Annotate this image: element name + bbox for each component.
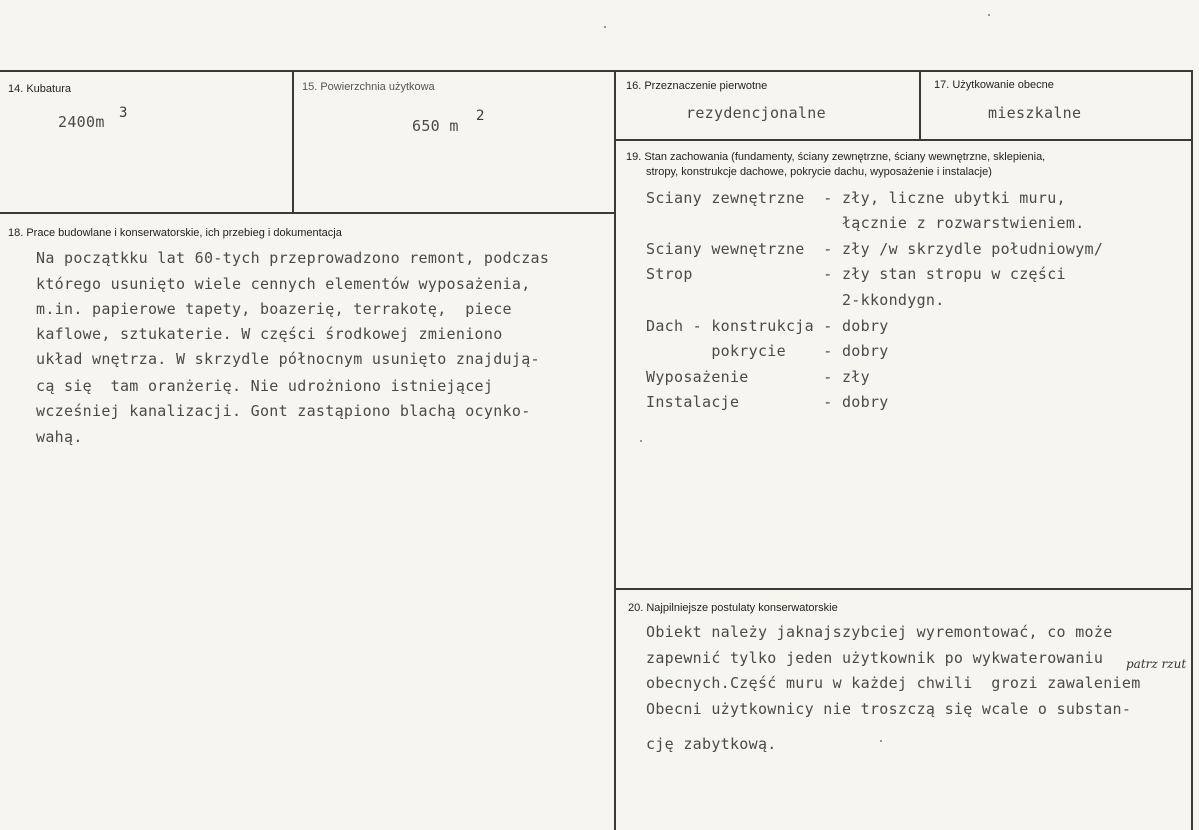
- scan-speck: [640, 440, 642, 442]
- field-15-label: 15. Powierzchnia użytkowa: [302, 81, 435, 93]
- field-19-line: Strop - zły stan stropu w części: [646, 265, 1066, 283]
- field-18-line: Na początkku lat 60-tych przeprowadzono remont, podczas: [36, 249, 550, 267]
- field-18-line: którego usunięto wiele cennych elementów wyposażenia,: [36, 275, 531, 293]
- field-20-line: Obecni użytkownicy nie troszczą się wcale o substan-: [646, 700, 1132, 718]
- field-19-label-line1: 19. Stan zachowania (fundamenty, ściany zewnętrzne, ściany wewnętrzne, sklepienia,: [626, 151, 1046, 163]
- field-16-value: rezydencjonalne: [686, 104, 826, 122]
- field-19-label-line2: stropy, konstrukcje dachowe, pokrycie dachu, wyposażenie i instalacje): [646, 166, 992, 178]
- field-19-line: Instalacje - dobry: [646, 393, 889, 411]
- field-20-label: 20. Najpilniejsze postulaty konserwatorskie: [628, 602, 838, 614]
- handwritten-note: patrz rzut: [1126, 657, 1187, 671]
- field-17-value: mieszkalne: [988, 104, 1082, 122]
- field-19-line: Sciany zewnętrzne - zły, liczne ubytki muru,: [646, 189, 1066, 207]
- field-19-line: Sciany wewnętrzne - zły /w skrzydle południowym/: [646, 240, 1104, 258]
- field-16-label: 16. Przeznaczenie pierwotne: [626, 80, 768, 92]
- field-14-label: 14. Kubatura: [8, 83, 71, 95]
- field-15-value: 650 m: [412, 117, 459, 135]
- field-19-line: Dach - konstrukcja - dobry: [646, 317, 889, 335]
- field-14-value: 2400m: [58, 113, 105, 131]
- field-19-line: Wyposażenie - zły: [646, 368, 870, 386]
- field-18-line: wcześniej kanalizacji. Gont zastąpiono blachą ocynko-: [36, 402, 531, 420]
- field-20-line: zapewnić tylko jeden użytkownik po wykwaterowaniu: [646, 649, 1104, 667]
- center-divider: [614, 70, 616, 830]
- field-18-label: 18. Prace budowlane i konserwatorskie, ich przebieg i dokumentacja: [8, 227, 342, 239]
- scan-speck: [604, 26, 606, 28]
- field-14-exponent: 3: [119, 105, 128, 121]
- field-20-line: obecnych.Część muru w każdej chwili grozi zawaleniem: [646, 674, 1141, 692]
- field-15-exponent: 2: [476, 108, 485, 124]
- field-19-line: 2-kkondygn.: [646, 291, 945, 309]
- field-20-line: Obiekt należy jaknajszybciej wyremontować, co może: [646, 623, 1113, 641]
- field-20-line: cję zabytkową.: [646, 735, 777, 753]
- scan-speck: [880, 740, 882, 742]
- divider-16-17: [919, 70, 921, 140]
- field-18-line: układ wnętrza. W skrzydle północnym usunięto znajdują-: [36, 350, 540, 368]
- field-18-line: wahą.: [36, 428, 83, 446]
- field-18-line: kaflowe, sztukaterie. W części środkowej zmieniono: [36, 325, 503, 343]
- divider-14-15: [292, 70, 294, 213]
- field-18-line: m.in. papierowe tapety, boazerię, terrakotę, piece: [36, 300, 512, 318]
- field-18-line: cą się tam oranżerię. Nie udrożniono istniejącej: [36, 377, 494, 395]
- scan-speck: [988, 14, 990, 16]
- field-17-label: 17. Użytkowanie obecne: [934, 79, 1054, 91]
- row-divider-right-lower: [616, 588, 1193, 590]
- field-19-line: łącznie z rozwarstwieniem.: [646, 214, 1085, 232]
- right-border: [1191, 70, 1193, 830]
- field-19-line: pokrycie - dobry: [646, 342, 889, 360]
- row-divider-left: [0, 212, 616, 214]
- row1-divider-right: [616, 139, 1193, 141]
- top-rule: [0, 70, 1193, 72]
